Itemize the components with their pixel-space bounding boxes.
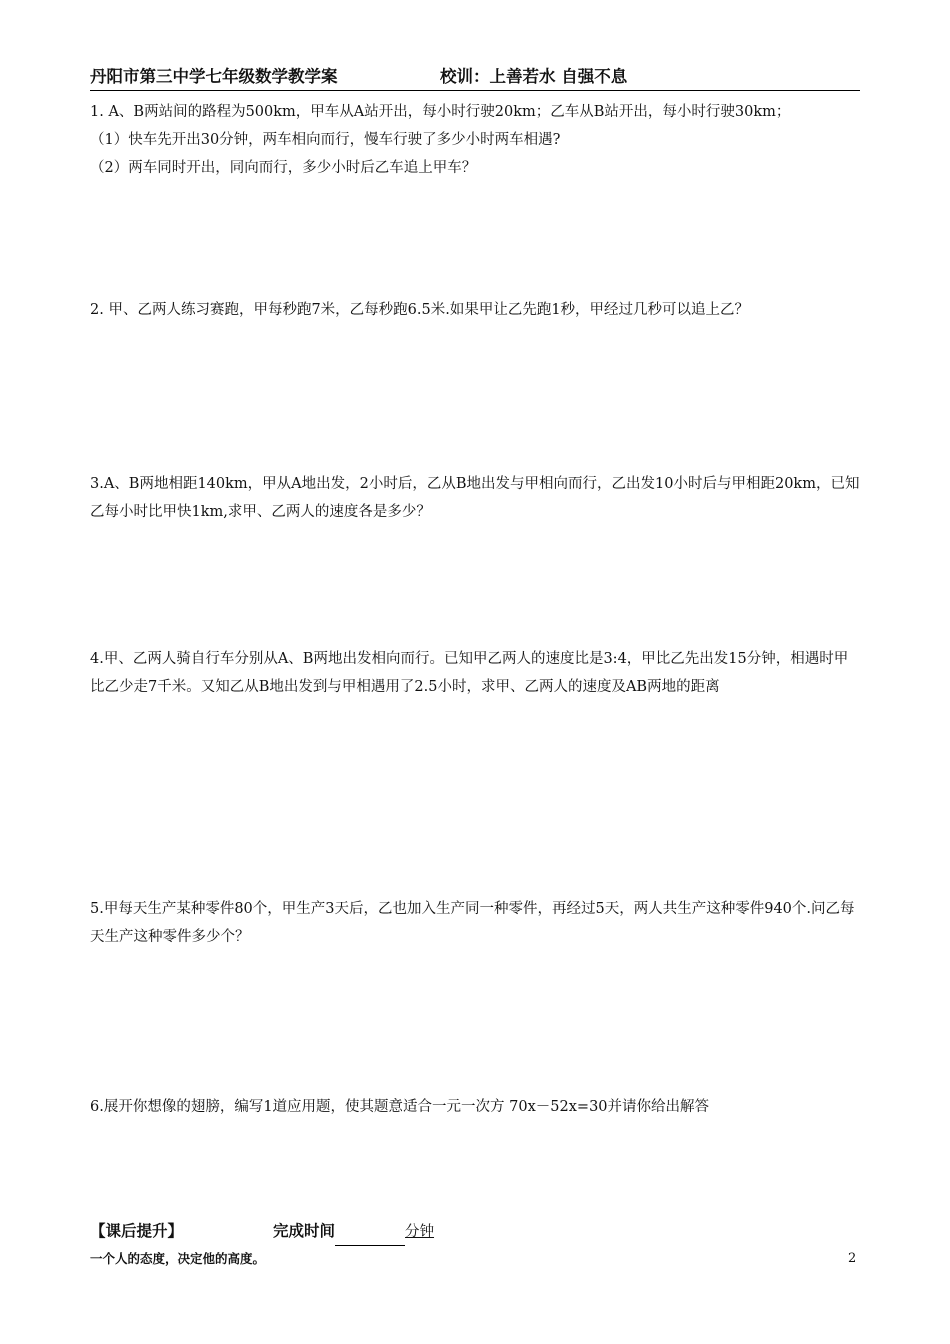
question-4-text: 4.甲、乙两人骑自行车分别从A、B两地出发相向而行。已知甲乙两人的速度比是3:4，甲比乙先出发15分钟，相遇时甲比乙少走7千米。又知乙从B地出发到与甲相遇用了2.5小时，求甲、乙两人的速度及AB两地的距离 — [90, 651, 849, 695]
question-3 — [90, 470, 860, 526]
footer-motto: 一个人的态度，决定他的高度。 — [90, 1251, 266, 1266]
question-5-text: 5.甲每天生产某种零件80个，甲生产3天后，乙也加入生产同一种零件，再经过5天，两人共生产这种零件940个.问乙每天生产这种零件多少个？ — [90, 901, 855, 945]
question-6 — [90, 1093, 860, 1121]
page-number: 2 — [848, 1251, 857, 1266]
page-header — [90, 64, 860, 91]
question-1 — [90, 98, 860, 182]
completion-time — [273, 1217, 434, 1246]
school-motto: 校训：上善若水 自强不息 — [440, 67, 628, 86]
section-title: 【课后提升】 — [90, 1222, 184, 1240]
question-1-text: 1. A、B两站间的路程为500km，甲车从A站开出，每小时行驶20km；乙车从B站开出，每小时行驶30km； — [90, 104, 791, 120]
completion-time-label: 完成时间 — [273, 1222, 336, 1240]
question-5 — [90, 895, 860, 951]
question-3-text: 3.A、B两地相距140km，甲从A地出发，2小时后，乙从B地出发与甲相向而行，乙出发10小时后与甲相距20km，已知乙每小时比甲快1km,求甲、乙两人的速度各是多少？ — [90, 476, 860, 520]
question-2 — [90, 296, 860, 324]
question-1-part-2: （2）两车同时开出，同向而行，多少小时后乙车追上甲车？ — [90, 160, 477, 176]
question-4 — [90, 645, 860, 701]
question-1-part-1: （1）快车先开出30分钟，两车相向而行，慢车行驶了多少小时两车相遇? — [90, 132, 561, 148]
question-6-text: 6.展开你想像的翅膀，编写1道应用题，使其题意适合一元一次方 70x－52x=30并请你给出解答 — [90, 1099, 710, 1115]
completion-time-unit: 分钟 — [405, 1224, 435, 1240]
question-2-text: 2. 甲、乙两人练习赛跑，甲每秒跑7米，乙每秒跑6.5米.如果甲让乙先跑1秒，甲经过几秒可以追上乙？ — [90, 302, 750, 318]
school-title: 丹阳市第三中学七年级数学教学案 — [90, 67, 338, 86]
completion-time-blank[interactable] — [335, 1225, 405, 1246]
after-class-section — [90, 1217, 610, 1245]
